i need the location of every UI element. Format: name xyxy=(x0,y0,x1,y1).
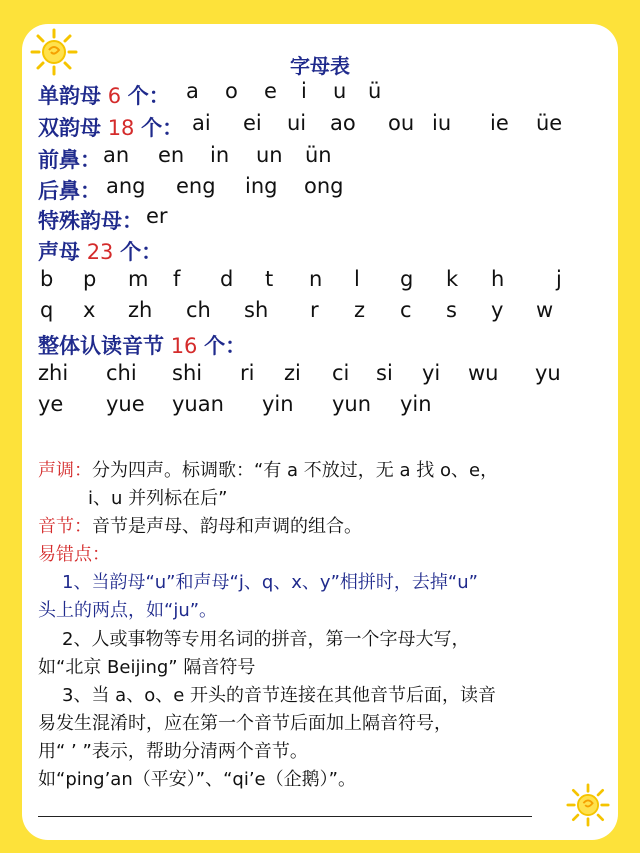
page-title: 字母表 xyxy=(290,54,350,78)
whole-syllable-4: ri xyxy=(240,361,255,385)
whole-syllable-7: si xyxy=(376,361,393,385)
initial-3: m xyxy=(128,267,149,291)
tones-line-1: 声调：分为四声。标调歌：“有 a 不放过，无 a 找 o、e， xyxy=(38,460,499,481)
whole-syllable-5: yun xyxy=(332,392,372,416)
special-final-1: er xyxy=(146,204,168,228)
back-nasal-3: ing xyxy=(245,174,278,198)
sun-icon xyxy=(566,783,610,827)
back-nasal-2: eng xyxy=(176,174,216,198)
back-nasals-label: 后鼻： xyxy=(38,179,101,203)
pitfall-1-line-2: 头上的两点，如“ju”。 xyxy=(38,600,218,621)
special-finals-label: 特殊韵母： xyxy=(38,209,143,233)
whole-syllable-2: chi xyxy=(106,361,137,385)
whole-syllable-1: ye xyxy=(38,392,64,416)
whole-syllable-6: yin xyxy=(400,392,432,416)
initial-8: l xyxy=(354,267,360,291)
double-final-1: ai xyxy=(192,111,211,135)
bottom-divider xyxy=(38,816,532,817)
whole-syllable-3: yuan xyxy=(172,392,224,416)
double-finals-label: 双韵母 18 个： xyxy=(38,116,184,140)
initial-7: z xyxy=(354,298,366,322)
whole-syllable-4: yin xyxy=(262,392,294,416)
single-final-6: ü xyxy=(368,79,382,103)
initial-10: y xyxy=(491,298,504,322)
back-nasal-1: ang xyxy=(106,174,146,198)
double-final-6: iu xyxy=(432,111,452,135)
initial-6: t xyxy=(265,267,274,291)
initials-label: 声母 23 个： xyxy=(38,240,163,264)
double-final-7: ie xyxy=(490,111,509,135)
initial-2: p xyxy=(83,267,97,291)
front-nasal-4: un xyxy=(256,143,283,167)
front-nasals-label: 前鼻： xyxy=(38,148,101,172)
double-final-4: ao xyxy=(330,111,356,135)
initial-1: q xyxy=(40,298,54,322)
whole-syllables-label: 整体认读音节 16 个： xyxy=(38,334,247,358)
initial-7: n xyxy=(309,267,323,291)
pitfall-3-line-1: 3、当 a、o、e 开头的音节连接在其他音节后面，读音 xyxy=(62,685,497,706)
initial-3: zh xyxy=(128,298,153,322)
front-nasal-3: in xyxy=(210,143,230,167)
whole-syllable-9: wu xyxy=(468,361,499,385)
whole-syllable-8: yi xyxy=(422,361,441,385)
whole-syllable-2: yue xyxy=(106,392,145,416)
initial-11: w xyxy=(536,298,554,322)
single-final-2: o xyxy=(225,79,238,103)
whole-syllable-1: zhi xyxy=(38,361,69,385)
double-final-5: ou xyxy=(388,111,415,135)
syllable-line: 音节：音节是声母、韵母和声调的组合。 xyxy=(38,516,362,537)
initial-6: r xyxy=(310,298,319,322)
whole-syllable-3: shi xyxy=(172,361,203,385)
initial-12: j xyxy=(556,267,562,291)
initial-5: d xyxy=(220,267,234,291)
double-final-2: ei xyxy=(243,111,262,135)
initial-4: f xyxy=(173,267,181,291)
initial-9: g xyxy=(400,267,414,291)
initial-10: k xyxy=(446,267,459,291)
double-final-8: üe xyxy=(536,111,563,135)
initial-1: b xyxy=(40,267,54,291)
whole-syllable-6: ci xyxy=(332,361,350,385)
back-nasal-4: ong xyxy=(304,174,344,198)
pitfalls-label: 易错点： xyxy=(38,544,110,565)
pitfall-3-line-4: 如“ping’an（平安）”、“qi’e（企鹅）”。 xyxy=(38,769,356,790)
single-final-1: a xyxy=(186,79,199,103)
single-final-5: u xyxy=(333,79,347,103)
initial-9: s xyxy=(446,298,457,322)
pitfall-3-line-2: 易发生混淆时，应在第一个音节后面加上隔音符号， xyxy=(38,713,452,734)
front-nasal-5: ün xyxy=(305,143,332,167)
front-nasal-1: an xyxy=(103,143,130,167)
single-finals-label: 单韵母 6 个： xyxy=(38,84,170,108)
tones-line-2: i、u 并列标在后” xyxy=(88,488,228,509)
initial-11: h xyxy=(491,267,505,291)
single-final-4: i xyxy=(301,79,307,103)
pitfall-1-line-1: 1、当韵母“u”和声母“j、q、x、y”相拼时，去掉“u” xyxy=(62,572,478,593)
initial-2: x xyxy=(83,298,96,322)
whole-syllable-10: yu xyxy=(535,361,561,385)
pitfall-2-line-2: 如“北京 Beijing” 隔音符号 xyxy=(38,657,256,678)
initial-8: c xyxy=(400,298,412,322)
initial-4: ch xyxy=(186,298,211,322)
pitfall-2-line-1: 2、人或事物等专用名词的拼音，第一个字母大写， xyxy=(62,629,470,650)
initial-5: sh xyxy=(244,298,269,322)
whole-syllable-5: zi xyxy=(284,361,301,385)
pitfall-3-line-3: 用“ ’ ”表示，帮助分清两个音节。 xyxy=(38,741,308,762)
front-nasal-2: en xyxy=(158,143,185,167)
double-final-3: ui xyxy=(287,111,307,135)
single-final-3: e xyxy=(264,79,277,103)
